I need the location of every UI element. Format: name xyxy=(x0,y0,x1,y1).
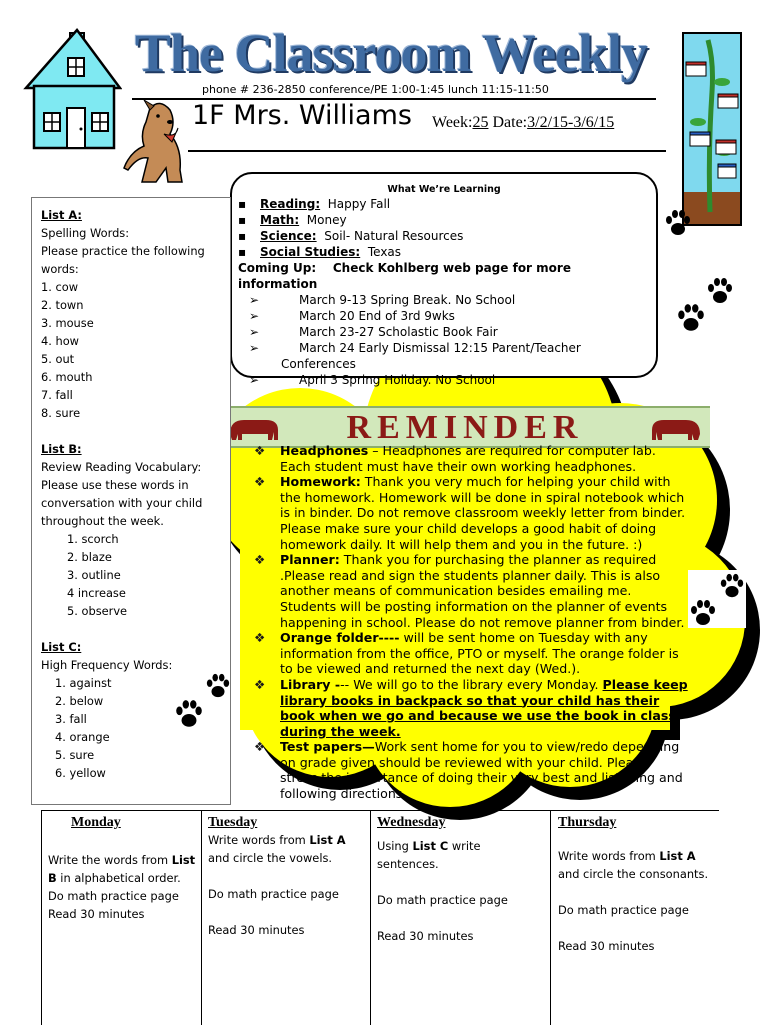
reminder-item-homework: ❖ Homework: Thank you very much for helping your child with the homework. Homework will be done in spiral notebook which is in binder. Do not remove classroom weekly letter from binder. Please make sure your child develops a good habit of doing homework daily. It will help them and you in the future. :) xyxy=(254,474,686,552)
day-heading: Wednesday xyxy=(377,815,446,830)
list-c-word: 2. below xyxy=(55,694,104,708)
list-c-word: 4. orange xyxy=(55,730,110,744)
list-c-word: 3. fall xyxy=(55,712,87,726)
reminder-title: REMINDER xyxy=(346,409,584,446)
newsletter-title: The Classroom Weekly xyxy=(135,23,648,83)
task-line: Write words from List A and circle the vowels. xyxy=(208,833,346,865)
task-line: Write words from List A and circle the consonants. xyxy=(558,849,709,881)
event-item: ➢ March 20 End of 3rd 9wks xyxy=(249,309,455,323)
week-value: 25 xyxy=(472,114,489,131)
list-a-word: 3. mouse xyxy=(41,316,94,330)
task-line: Do math practice page xyxy=(558,903,689,917)
book-tree-clipart xyxy=(682,32,744,232)
day-heading: Monday xyxy=(71,815,121,830)
list-a-intro-1: Spelling Words: xyxy=(41,226,130,240)
list-b-word: 5. observe xyxy=(67,604,128,618)
paw-print-icon xyxy=(718,572,746,600)
list-a-word: 2. town xyxy=(41,298,84,312)
paw-print-icon xyxy=(688,598,718,628)
list-b-word: 4 increase xyxy=(67,586,126,600)
event-item: ➢ April 3 Spring Holiday. No School xyxy=(249,373,496,387)
contact-info: phone # 236-2850 conference/PE 1:00-1:45 lunch 11:15-11:50 xyxy=(202,83,549,96)
list-c-intro: High Frequency Words: xyxy=(41,658,173,672)
list-a-word: 8. sure xyxy=(41,406,81,420)
reminder-item-library: ❖ Library --- We will go to the library every Monday. Please keep library books in backpack so that your child has their book when we go and because we use the book in class during the week. xyxy=(254,676,688,739)
learning-list xyxy=(238,196,648,388)
what-were-learning-box xyxy=(230,172,658,387)
event-item: ➢ March 24 Early Dismissal 12:15 Parent/Teacher Conferences xyxy=(249,341,581,371)
task-line: Read 30 minutes xyxy=(208,923,305,937)
list-a-word: 7. fall xyxy=(41,388,73,402)
list-b-heading: List B: xyxy=(41,442,82,456)
list-a-word: 5. out xyxy=(41,352,75,366)
subject-science: ▪ Science: Soil- Natural Resources xyxy=(238,229,464,243)
list-b-word: 2. blaze xyxy=(67,550,112,564)
list-b-word: 3. outline xyxy=(67,568,121,582)
subject-reading: ▪ Reading: Happy Fall xyxy=(238,197,391,211)
list-b-word: 1. scorch xyxy=(67,532,119,546)
schedule-wednesday xyxy=(377,811,545,1025)
list-a-word: 4. how xyxy=(41,334,79,348)
list-a-word: 6. mouth xyxy=(41,370,93,384)
reminder-list xyxy=(254,443,688,802)
dog-clipart xyxy=(120,98,192,192)
paw-print-icon xyxy=(664,208,692,238)
day-tasks xyxy=(208,831,364,939)
schoolhouse-clipart xyxy=(22,28,122,157)
day-tasks xyxy=(558,847,718,955)
task-line: Using List C write sentences. xyxy=(377,839,481,871)
date-value: 3/2/15-3/6/15 xyxy=(527,114,615,131)
reminder-item-headphones: ❖ Headphones – Headphones are required for computer lab. Each student must have their own working headphones. xyxy=(254,443,656,474)
list-b-intro-2: Please use these words in conversation with your child throughout the week. xyxy=(41,478,203,528)
task-line: Write the words from List B in alphabetical order. xyxy=(48,853,196,885)
weekly-schedule xyxy=(41,810,719,1025)
list-a-heading: List A: xyxy=(41,208,82,222)
day-tasks xyxy=(377,837,545,945)
paw-print-icon xyxy=(706,276,734,306)
list-a-word: 1. cow xyxy=(41,280,79,294)
task-line: Read 30 minutes xyxy=(48,907,145,921)
week-label: Week: xyxy=(432,114,473,131)
elephant-icon xyxy=(648,414,704,442)
list-c-word: 6. yellow xyxy=(55,766,106,780)
paw-print-icon xyxy=(205,672,231,700)
subject-math: ▪ Math: Money xyxy=(238,213,347,227)
coming-up-line: Coming Up: Check Kohlberg web page for more information xyxy=(238,261,571,291)
task-line: Read 30 minutes xyxy=(558,939,655,953)
header-rule-bottom xyxy=(188,150,666,152)
list-c-word: 5. sure xyxy=(55,748,95,762)
list-c-word: 1. against xyxy=(55,676,112,690)
task-line: Do math practice page xyxy=(48,889,179,903)
learning-title: What We’re Learning xyxy=(387,184,501,195)
reminder-item-orange-folder: ❖ Orange folder---- will be sent home on Tuesday with any information from the office, PTO or myself. The orange folder is to be viewed and returned the next day (Wed.). xyxy=(254,630,679,677)
reminder-banner xyxy=(220,406,710,448)
week-date-info xyxy=(432,114,614,132)
schedule-monday xyxy=(48,811,196,1025)
reminder-item-planner: ❖ Planner: Thank you for purchasing the planner as required .Please read and sign the students planner daily. This is also another means of communication besides emailing me. Students will be posting information on the planner of events happening in school. Please do not remove planner from binder. xyxy=(254,552,685,630)
paw-print-icon xyxy=(174,698,204,730)
event-item: ➢ March 9-13 Spring Break. No School xyxy=(249,293,516,307)
list-a-intro-2: Please practice the following words: xyxy=(41,244,205,276)
task-line: Do math practice page xyxy=(377,893,508,907)
day-heading: Thursday xyxy=(558,815,617,830)
list-b-intro-1: Review Reading Vocabulary: xyxy=(41,460,202,474)
day-heading: Tuesday xyxy=(208,815,258,830)
reminder-item-test-papers: ❖ Test papers—Work sent home for you to view/redo depending on grade given should be reviewed with your child. Please stress the importance of doing their very best and listening and following directions. xyxy=(254,739,683,802)
schedule-thursday xyxy=(558,811,718,1025)
task-line: Read 30 minutes xyxy=(377,929,474,943)
day-tasks xyxy=(48,851,196,923)
schedule-tuesday xyxy=(208,811,364,1025)
date-label: Date: xyxy=(488,114,528,131)
list-c-heading: List C: xyxy=(41,640,82,654)
teacher-name: 1F Mrs. Williams xyxy=(192,100,412,131)
task-line: Do math practice page xyxy=(208,887,339,901)
event-item: ➢ March 23-27 Scholastic Book Fair xyxy=(249,325,498,339)
subject-social-studies: ▪ Social Studies: Texas xyxy=(238,245,402,259)
paw-print-icon xyxy=(676,302,706,334)
